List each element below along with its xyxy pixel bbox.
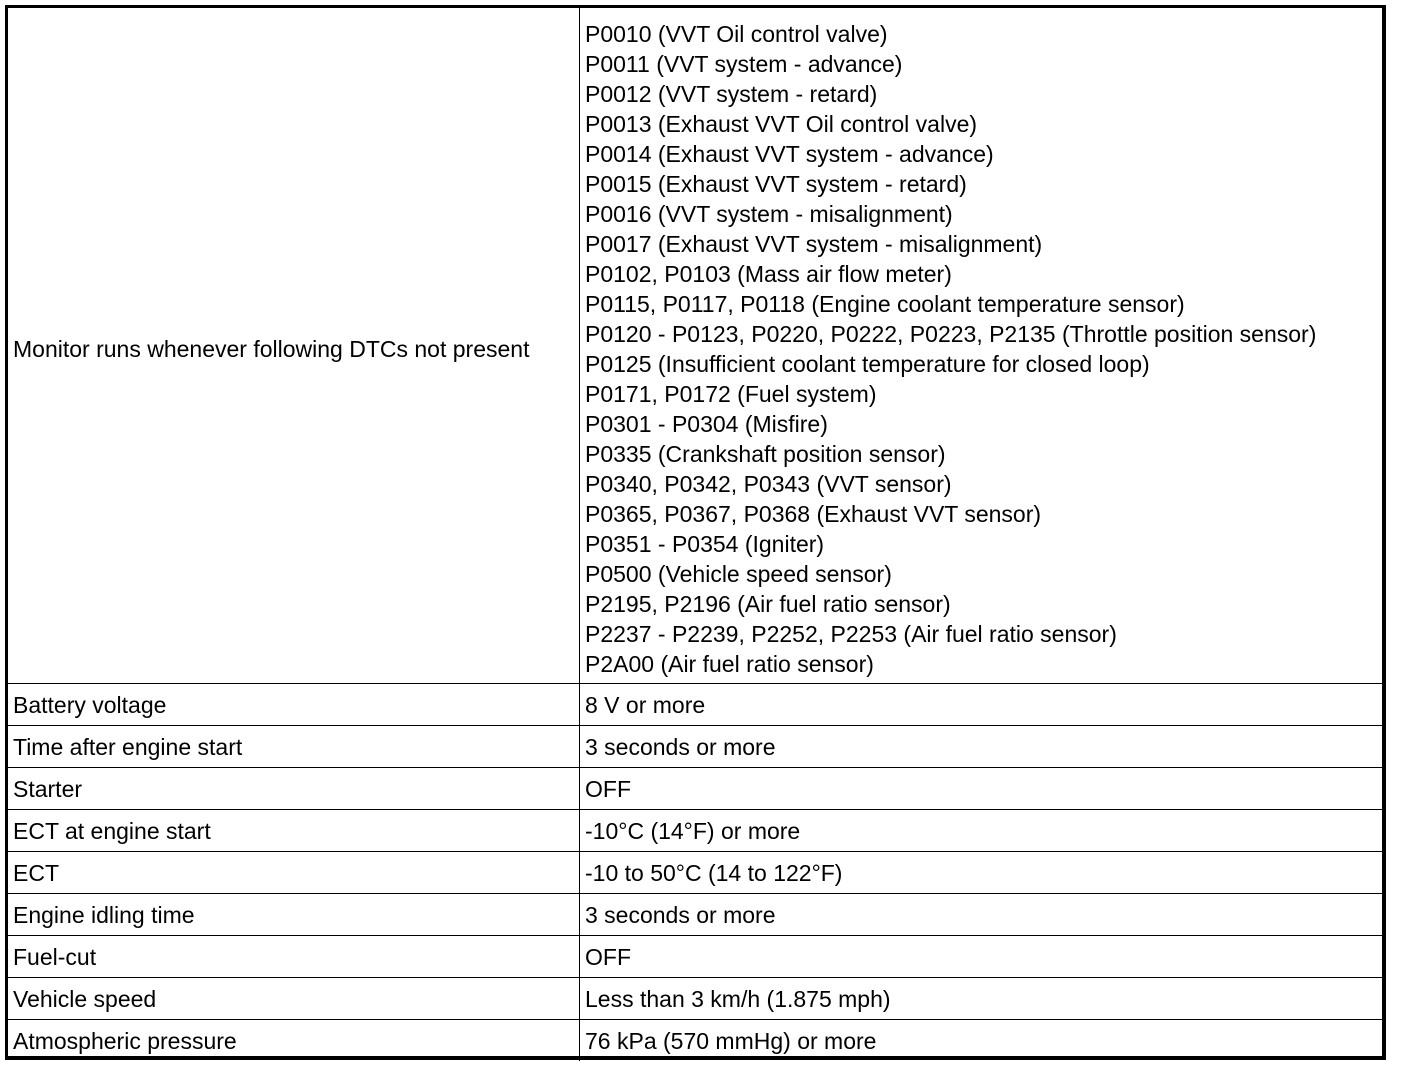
- row-value: 8 V or more: [580, 684, 1383, 726]
- row-label: Starter: [8, 768, 580, 810]
- table-row-battery-voltage: [8, 684, 1382, 726]
- dtc-list-item: P0301 - P0304 (Misfire): [585, 411, 828, 437]
- dtc-list-item: P0171, P0172 (Fuel system): [585, 381, 877, 407]
- dtc-row-label: Monitor runs whenever following DTCs not present: [8, 8, 580, 684]
- row-value: 3 seconds or more: [580, 894, 1383, 936]
- row-label: Battery voltage: [8, 684, 580, 726]
- dtc-list-item: P0115, P0117, P0118 (Engine coolant temperature sensor): [585, 291, 1185, 317]
- table-row-dtc-conditions: [8, 8, 1382, 684]
- dtc-list-item: P0017 (Exhaust VVT system - misalignment): [585, 231, 1043, 257]
- dtc-list-item: P0102, P0103 (Mass air flow meter): [585, 261, 952, 287]
- table-row-ect-at-engine-start: [8, 810, 1382, 852]
- row-value: OFF: [580, 936, 1383, 978]
- dtc-list-item: P0013 (Exhaust VVT Oil control valve): [585, 111, 978, 137]
- dtc-list-item: P0010 (VVT Oil control valve): [585, 21, 888, 47]
- row-label: Time after engine start: [8, 726, 580, 768]
- table-row-time-after-engine-start: [8, 726, 1382, 768]
- table-row-starter: [8, 768, 1382, 810]
- dtc-list-item: P0365, P0367, P0368 (Exhaust VVT sensor): [585, 501, 1042, 527]
- dtc-list-item: P0351 - P0354 (Igniter): [585, 531, 825, 557]
- table-row-vehicle-speed: [8, 978, 1382, 1020]
- dtc-list-item: P0500 (Vehicle speed sensor): [585, 561, 892, 587]
- row-value: 3 seconds or more: [580, 726, 1383, 768]
- table-row-ect: [8, 852, 1382, 894]
- row-label: ECT: [8, 852, 580, 894]
- dtc-list-item: P2A00 (Air fuel ratio sensor): [585, 651, 874, 677]
- table-row-engine-idling-time: [8, 894, 1382, 936]
- dtc-list-item: P2195, P2196 (Air fuel ratio sensor): [585, 591, 951, 617]
- conditions-table-frame: [5, 5, 1386, 1060]
- row-label: ECT at engine start: [8, 810, 580, 852]
- table-row-fuel-cut: [8, 936, 1382, 978]
- row-label: Fuel-cut: [8, 936, 580, 978]
- row-value: OFF: [580, 768, 1383, 810]
- row-value: 76 kPa (570 mmHg) or more: [580, 1020, 1383, 1062]
- row-label: Atmospheric pressure: [8, 1020, 580, 1062]
- row-value: Less than 3 km/h (1.875 mph): [580, 978, 1383, 1020]
- row-label: Vehicle speed: [8, 978, 580, 1020]
- dtc-list-item: P0011 (VVT system - advance): [585, 51, 903, 77]
- dtc-list-item: P0016 (VVT system - misalignment): [585, 201, 953, 227]
- dtc-list-item: P0012 (VVT system - retard): [585, 81, 878, 107]
- dtc-list-item: P0015 (Exhaust VVT system - retard): [585, 171, 967, 197]
- dtc-list-item: P2237 - P2239, P2252, P2253 (Air fuel ratio sensor): [585, 621, 1117, 647]
- dtc-list-item: P0120 - P0123, P0220, P0222, P0223, P2135 (Throttle position sensor): [585, 321, 1317, 347]
- row-value: -10 to 50°C (14 to 122°F): [580, 852, 1383, 894]
- table-row-atmospheric-pressure: [8, 1020, 1382, 1062]
- monitor-conditions-table: [8, 8, 1382, 1061]
- dtc-list-item: P0014 (Exhaust VVT system - advance): [585, 141, 994, 167]
- row-value: -10°C (14°F) or more: [580, 810, 1383, 852]
- dtc-list-item: P0335 (Crankshaft position sensor): [585, 441, 946, 467]
- dtc-list-item: P0340, P0342, P0343 (VVT sensor): [585, 471, 952, 497]
- row-label: Engine idling time: [8, 894, 580, 936]
- dtc-list-cell: [580, 8, 1383, 684]
- dtc-list-item: P0125 (Insufficient coolant temperature for closed loop): [585, 351, 1150, 377]
